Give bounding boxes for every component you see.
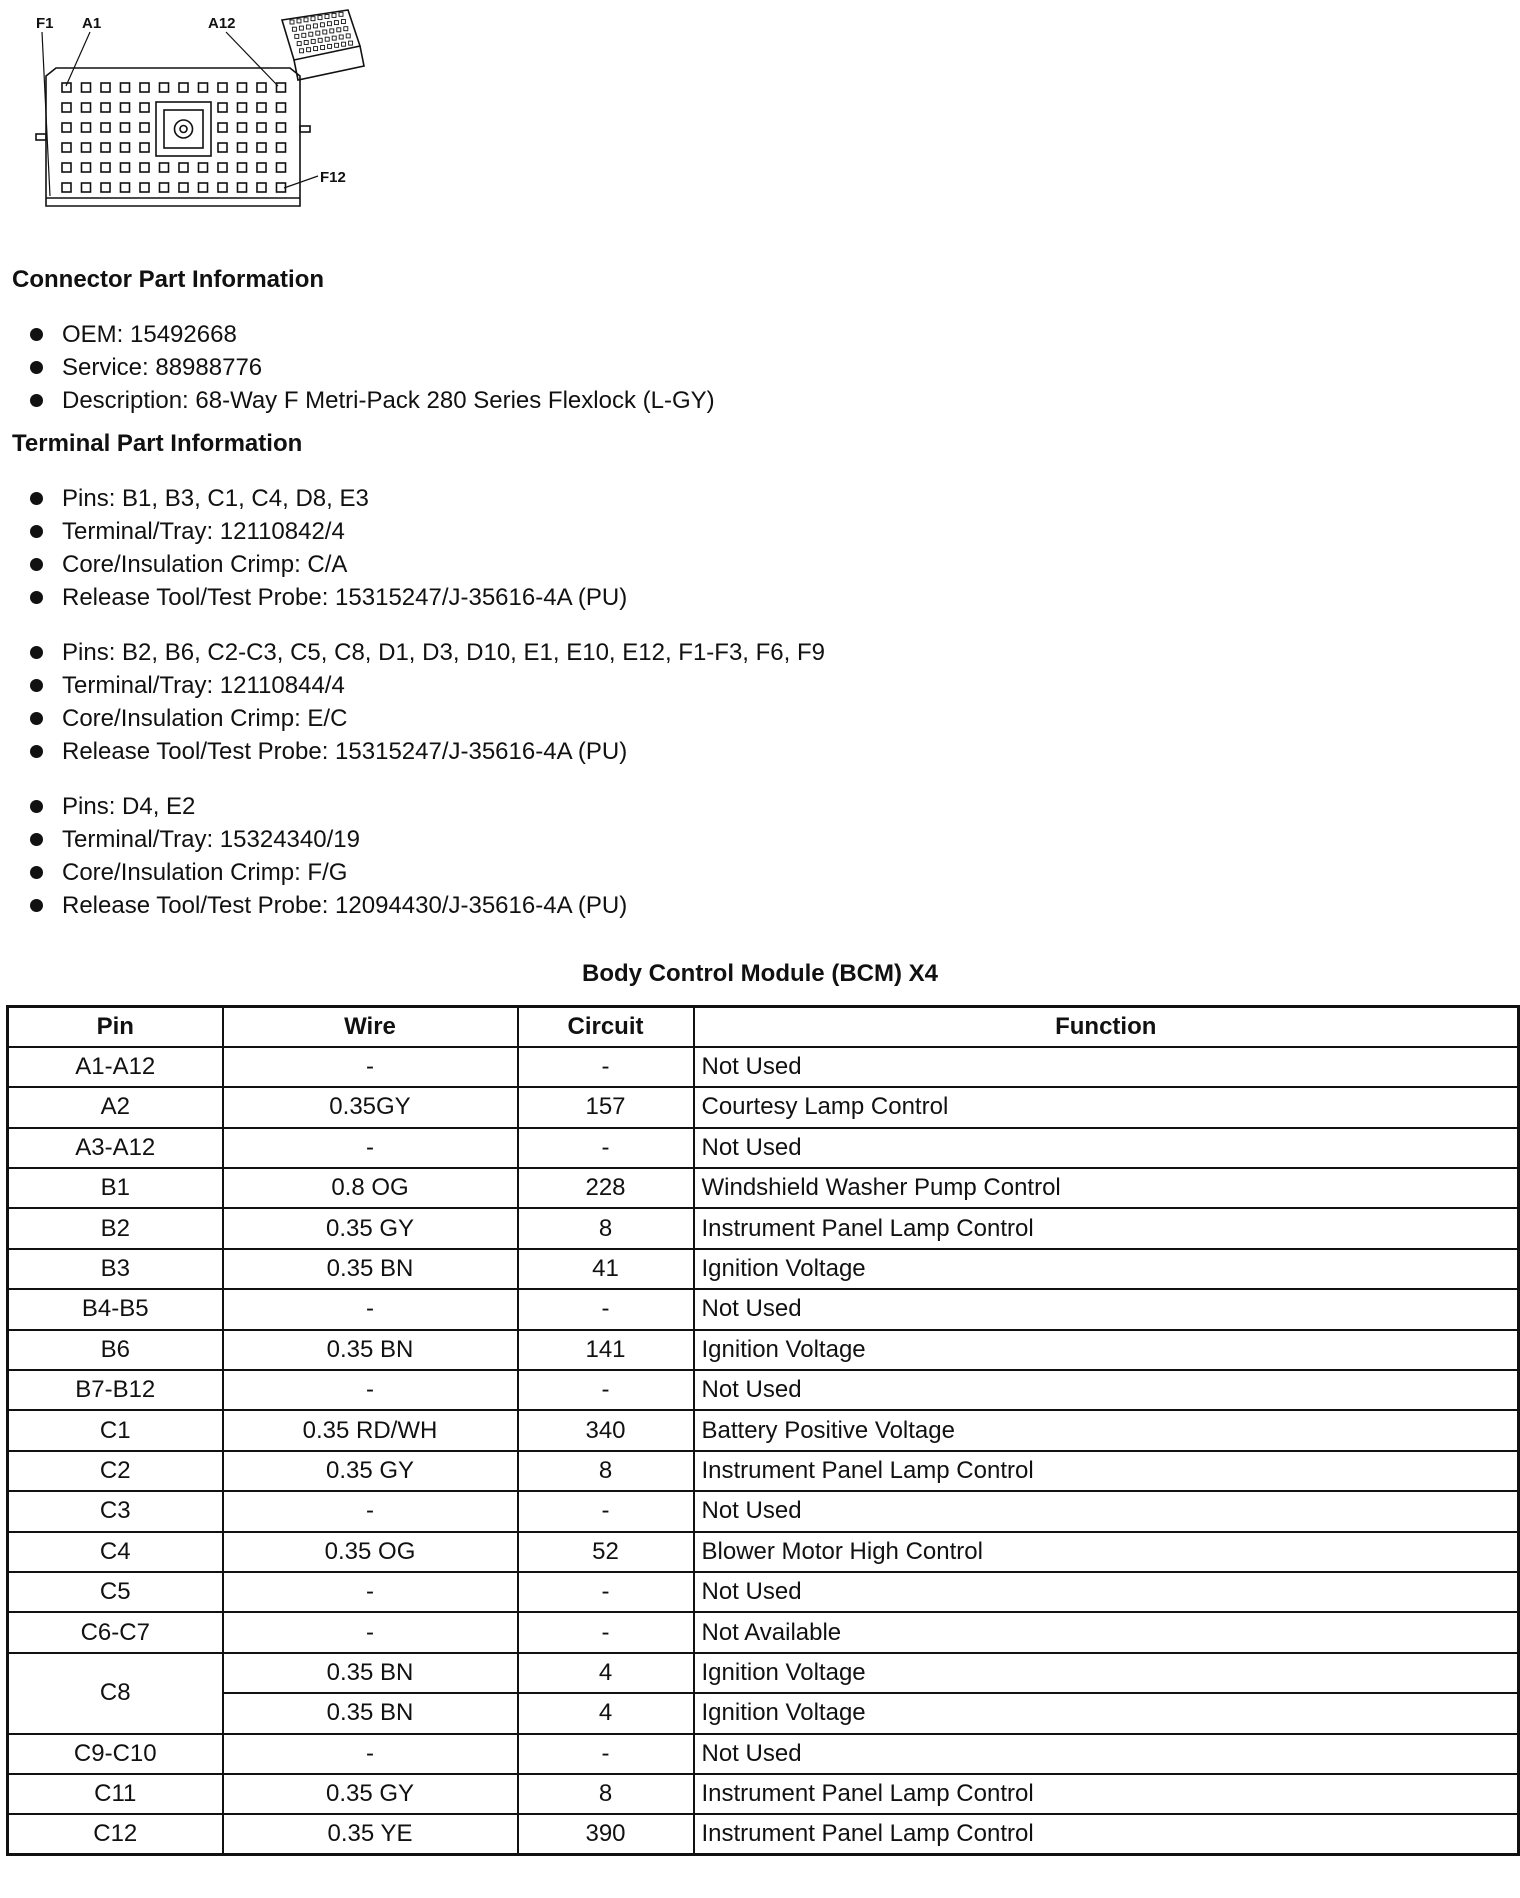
connector-diagram [28,6,388,226]
list-item-text: Release Tool/Test Probe: 12094430/J-35616-4A (PU) [62,892,628,919]
bullet-icon [30,899,43,912]
bullet-icon [30,866,43,879]
bullet-icon [30,361,43,374]
table-row [8,1612,1519,1652]
table-row [8,1249,1519,1289]
cell-circuit: 4 [518,1653,694,1693]
terminal-info-item [28,636,825,669]
terminal-info-item [28,548,627,581]
cell-pin: B7-B12 [8,1370,223,1410]
cell-function: Ignition Voltage [694,1693,1519,1733]
cell-wire: 0.35 GY [223,1208,518,1248]
iso-cavity [344,27,348,31]
iso-cavity [300,49,304,53]
terminal-cavity [82,103,91,112]
leader-a1 [66,32,90,86]
cell-function: Not Used [694,1289,1519,1329]
list-item-text: Core/Insulation Crimp: C/A [62,551,348,578]
list-item-text: Pins: D4, E2 [62,793,196,820]
bullet-icon [30,558,43,571]
terminal-cavity [257,123,266,132]
iso-cavity [337,28,341,32]
terminal-cavity [140,123,149,132]
bullet-icon [30,591,43,604]
cell-wire: 0.35 BN [223,1693,518,1733]
terminal-cavity [179,183,188,192]
cell-pin: C2 [8,1451,223,1491]
cell-wire: - [223,1734,518,1774]
terminal-cavity [218,123,227,132]
terminal-cavity [257,83,266,92]
cell-function: Blower Motor High Control [694,1532,1519,1572]
list-item-text: Description: 68-Way F Metri-Pack 280 Series Flexlock (L-GY) [62,387,715,414]
iso-cavity [320,23,324,27]
iso-cavity [313,24,317,28]
terminal-cavity [160,163,169,172]
connector-housing [46,68,300,206]
cell-pin: B1 [8,1168,223,1208]
label-f1: F1 [36,15,54,32]
cell-circuit: 390 [518,1814,694,1854]
table-row [8,1410,1519,1450]
iso-cavity [304,18,308,22]
cell-function: Not Used [694,1491,1519,1531]
iso-cavity [330,29,334,33]
terminal-cavity [257,183,266,192]
cell-wire: - [223,1128,518,1168]
terminal-cavity [199,183,208,192]
iso-cavity [316,31,320,35]
connector-cavity-grid [36,10,364,206]
bullet-icon [30,679,43,692]
terminal-cavity [238,123,247,132]
terminal-cavity [101,163,110,172]
list-item-text: Release Tool/Test Probe: 15315247/J-35616-4A (PU) [62,738,628,765]
table-row [8,1653,1519,1693]
terminal-cavity [238,143,247,152]
cell-wire: - [223,1289,518,1329]
connector-part-heading: Connector Part Information [12,266,325,293]
iso-cavity [295,34,299,38]
terminal-cavity [179,163,188,172]
cell-pin: C6-C7 [8,1612,223,1652]
cell-pin: B4-B5 [8,1289,223,1329]
center-bolt-inner [164,110,203,148]
terminal-cavity [140,103,149,112]
center-bolt-hole [180,126,187,133]
list-item-text: Release Tool/Test Probe: 15315247/J-35616-4A (PU) [62,584,628,611]
table-row [8,1451,1519,1491]
terminal-cavity [121,123,130,132]
cell-circuit: 340 [518,1410,694,1450]
terminal-cavity [101,183,110,192]
iso-cavity [306,25,310,29]
iso-cavity [307,48,311,52]
cell-pin: B6 [8,1330,223,1370]
iso-cavity [323,30,327,34]
terminal-cavity [257,103,266,112]
terminal-cavity [218,143,227,152]
table-row [8,1168,1519,1208]
cell-wire: 0.35 GY [223,1451,518,1491]
cell-function: Not Used [694,1370,1519,1410]
cell-pin: A3-A12 [8,1128,223,1168]
terminal-group-2 [28,636,825,768]
iso-cavity [321,46,325,50]
iso-cavity [325,15,329,19]
iso-view-side [294,46,364,80]
iso-cavity [332,13,336,17]
iso-cavity [346,34,350,38]
bullet-icon [30,800,43,813]
cell-function: Windshield Washer Pump Control [694,1168,1519,1208]
list-item-text: Pins: B2, B6, C2-C3, C5, C8, D1, D3, D10, E1, E10, E12, F1-F3, F6, F9 [62,639,825,666]
list-item-text: Terminal/Tray: 12110842/4 [62,518,345,545]
terminal-info-item [28,790,627,823]
cell-circuit: 4 [518,1693,694,1733]
bullet-icon [30,833,43,846]
iso-cavity [299,26,303,30]
terminal-info-item [28,823,627,856]
terminal-cavity [277,103,286,112]
bullet-icon [30,745,43,758]
cell-circuit: - [518,1734,694,1774]
terminal-cavity [82,183,91,192]
terminal-cavity [121,83,130,92]
terminal-cavity [277,163,286,172]
terminal-cavity [140,163,149,172]
cell-function: Ignition Voltage [694,1249,1519,1289]
terminal-cavity [238,103,247,112]
list-item-text: Pins: B1, B3, C1, C4, D8, E3 [62,485,369,512]
cell-circuit: - [518,1047,694,1087]
terminal-cavity [62,123,71,132]
cell-pin: C3 [8,1491,223,1531]
terminal-cavity [218,103,227,112]
cell-circuit: 8 [518,1451,694,1491]
iso-cavity [327,22,331,26]
terminal-cavity [160,183,169,192]
cell-function: Not Used [694,1128,1519,1168]
cell-function: Instrument Panel Lamp Control [694,1814,1519,1854]
cell-pin: B2 [8,1208,223,1248]
list-item-text: Service: 88988776 [62,354,263,381]
table-title: Body Control Module (BCM) X4 [582,960,938,987]
cell-wire: - [223,1572,518,1612]
iso-cavity [349,41,353,45]
terminal-cavity [140,183,149,192]
terminal-cavity [101,103,110,112]
connector-info-item [28,318,715,351]
terminal-info-item [28,856,627,889]
iso-cavity [318,38,322,42]
iso-cavity [314,47,318,51]
cell-circuit: 52 [518,1532,694,1572]
terminal-cavity [238,83,247,92]
iso-cavity [332,36,336,40]
iso-cavity [290,20,294,24]
pin-table [6,1005,1520,1856]
iso-cavity [339,35,343,39]
cell-function: Battery Positive Voltage [694,1410,1519,1450]
cell-wire: 0.35 GY [223,1774,518,1814]
bullet-icon [30,712,43,725]
terminal-cavity [121,103,130,112]
cell-pin: C8 [8,1653,223,1734]
cell-wire: 0.8 OG [223,1168,518,1208]
connector-part-list [28,318,715,417]
cell-circuit: 157 [518,1087,694,1127]
table-row [8,1208,1519,1248]
table-row [8,1330,1519,1370]
side-latch-left [36,134,46,140]
terminal-info-item [28,669,825,702]
terminal-cavity [62,183,71,192]
terminal-cavity [101,143,110,152]
terminal-cavity [199,163,208,172]
table-row [8,1572,1519,1612]
cell-wire: 0.35 BN [223,1249,518,1289]
label-a12: A12 [208,15,236,32]
cell-function: Instrument Panel Lamp Control [694,1451,1519,1491]
terminal-cavity [218,83,227,92]
cell-function: Not Used [694,1572,1519,1612]
cell-wire: 0.35GY [223,1087,518,1127]
iso-cavity [311,39,315,43]
cell-function: Ignition Voltage [694,1330,1519,1370]
cell-pin: A2 [8,1087,223,1127]
label-f12: F12 [320,169,346,186]
center-bolt-ring [175,120,193,138]
cell-wire: 0.35 RD/WH [223,1410,518,1450]
header-function: Function [694,1007,1519,1047]
bullet-icon [30,492,43,505]
bullet-icon [30,525,43,538]
terminal-cavity [82,163,91,172]
iso-cavity [292,27,296,31]
iso-view-top [282,10,360,60]
cell-circuit: 8 [518,1774,694,1814]
list-item-text: Terminal/Tray: 12110844/4 [62,672,345,699]
list-item-text: Terminal/Tray: 15324340/19 [62,826,360,853]
terminal-cavity [121,183,130,192]
cell-circuit: - [518,1612,694,1652]
terminal-info-item [28,735,825,768]
connector-info-item [28,351,715,384]
cell-wire: 0.35 OG [223,1532,518,1572]
terminal-info-item [28,702,825,735]
header-pin: Pin [8,1007,223,1047]
terminal-group-1 [28,482,627,614]
iso-cavity [335,43,339,47]
cell-function: Courtesy Lamp Control [694,1087,1519,1127]
cell-pin: A1-A12 [8,1047,223,1087]
table-row [8,1087,1519,1127]
cell-pin: C1 [8,1410,223,1450]
terminal-info-item [28,581,627,614]
table-row [8,1289,1519,1329]
terminal-cavity [277,123,286,132]
iso-cavity [325,37,329,41]
terminal-cavity [82,143,91,152]
cell-pin: C12 [8,1814,223,1854]
leader-a12 [226,32,278,86]
terminal-cavity [62,103,71,112]
table-header-row [8,1007,1519,1047]
terminal-cavity [101,123,110,132]
label-a1: A1 [82,15,102,32]
cell-function: Not Available [694,1612,1519,1652]
cell-function: Instrument Panel Lamp Control [694,1208,1519,1248]
cell-circuit: - [518,1572,694,1612]
cell-wire: 0.35 BN [223,1330,518,1370]
table-row [8,1693,1519,1733]
cell-circuit: 141 [518,1330,694,1370]
terminal-info-item [28,482,627,515]
terminal-cavity [101,83,110,92]
cell-wire: - [223,1491,518,1531]
cell-pin: C11 [8,1774,223,1814]
iso-cavity [309,32,313,36]
cell-pin: C9-C10 [8,1734,223,1774]
iso-cavity [311,17,315,21]
table-row [8,1370,1519,1410]
pin-table-body [8,1047,1519,1855]
terminal-cavity [62,143,71,152]
terminal-cavity [199,83,208,92]
cell-circuit: 228 [518,1168,694,1208]
header-circuit: Circuit [518,1007,694,1047]
iso-cavity [328,44,332,48]
table-row [8,1814,1519,1854]
cell-function: Not Used [694,1047,1519,1087]
cell-function: Instrument Panel Lamp Control [694,1774,1519,1814]
terminal-cavity [140,83,149,92]
terminal-info-item [28,515,627,548]
cell-pin: C5 [8,1572,223,1612]
side-latch-right [300,126,310,132]
terminal-cavity [160,83,169,92]
cell-circuit: 41 [518,1249,694,1289]
terminal-cavity [277,143,286,152]
terminal-cavity [238,163,247,172]
iso-cavity [304,41,308,45]
table-row [8,1047,1519,1087]
cell-circuit: - [518,1128,694,1168]
cell-pin: B3 [8,1249,223,1289]
terminal-cavity [179,83,188,92]
iso-cavity [302,33,306,37]
iso-cavity [339,12,343,16]
bullet-icon [30,646,43,659]
bullet-icon [30,328,43,341]
cell-wire: 0.35 BN [223,1653,518,1693]
bullet-icon [30,394,43,407]
terminal-cavity [277,83,286,92]
terminal-cavity [257,163,266,172]
terminal-cavity [257,143,266,152]
iso-cavity [334,21,338,25]
terminal-group-3 [28,790,627,922]
terminal-cavity [121,163,130,172]
cell-wire: - [223,1370,518,1410]
iso-cavity [297,19,301,23]
header-wire: Wire [223,1007,518,1047]
iso-cavity [342,42,346,46]
cell-function: Ignition Voltage [694,1653,1519,1693]
table-row [8,1734,1519,1774]
terminal-cavity [218,163,227,172]
connector-info-item [28,384,715,417]
cell-wire: - [223,1612,518,1652]
terminal-cavity [121,143,130,152]
list-item-text: Core/Insulation Crimp: E/C [62,705,348,732]
list-item-text: Core/Insulation Crimp: F/G [62,859,348,886]
terminal-cavity [62,163,71,172]
iso-cavity [318,16,322,20]
terminal-cavity [82,123,91,132]
terminal-cavity [140,143,149,152]
leader-f12 [284,176,318,188]
terminal-cavity [238,183,247,192]
terminal-part-heading: Terminal Part Information [12,430,303,457]
table-row [8,1532,1519,1572]
cell-circuit: - [518,1370,694,1410]
table-row [8,1128,1519,1168]
cell-pin: C4 [8,1532,223,1572]
terminal-cavity [82,83,91,92]
cell-wire: 0.35 YE [223,1814,518,1854]
table-row [8,1491,1519,1531]
cell-wire: - [223,1047,518,1087]
iso-cavity [297,42,301,46]
cell-circuit: 8 [518,1208,694,1248]
terminal-info-item [28,889,627,922]
cell-circuit: - [518,1289,694,1329]
iso-cavity [341,20,345,24]
table-row [8,1774,1519,1814]
terminal-cavity [218,183,227,192]
list-item-text: OEM: 15492668 [62,321,237,348]
cell-circuit: - [518,1491,694,1531]
cell-function: Not Used [694,1734,1519,1774]
